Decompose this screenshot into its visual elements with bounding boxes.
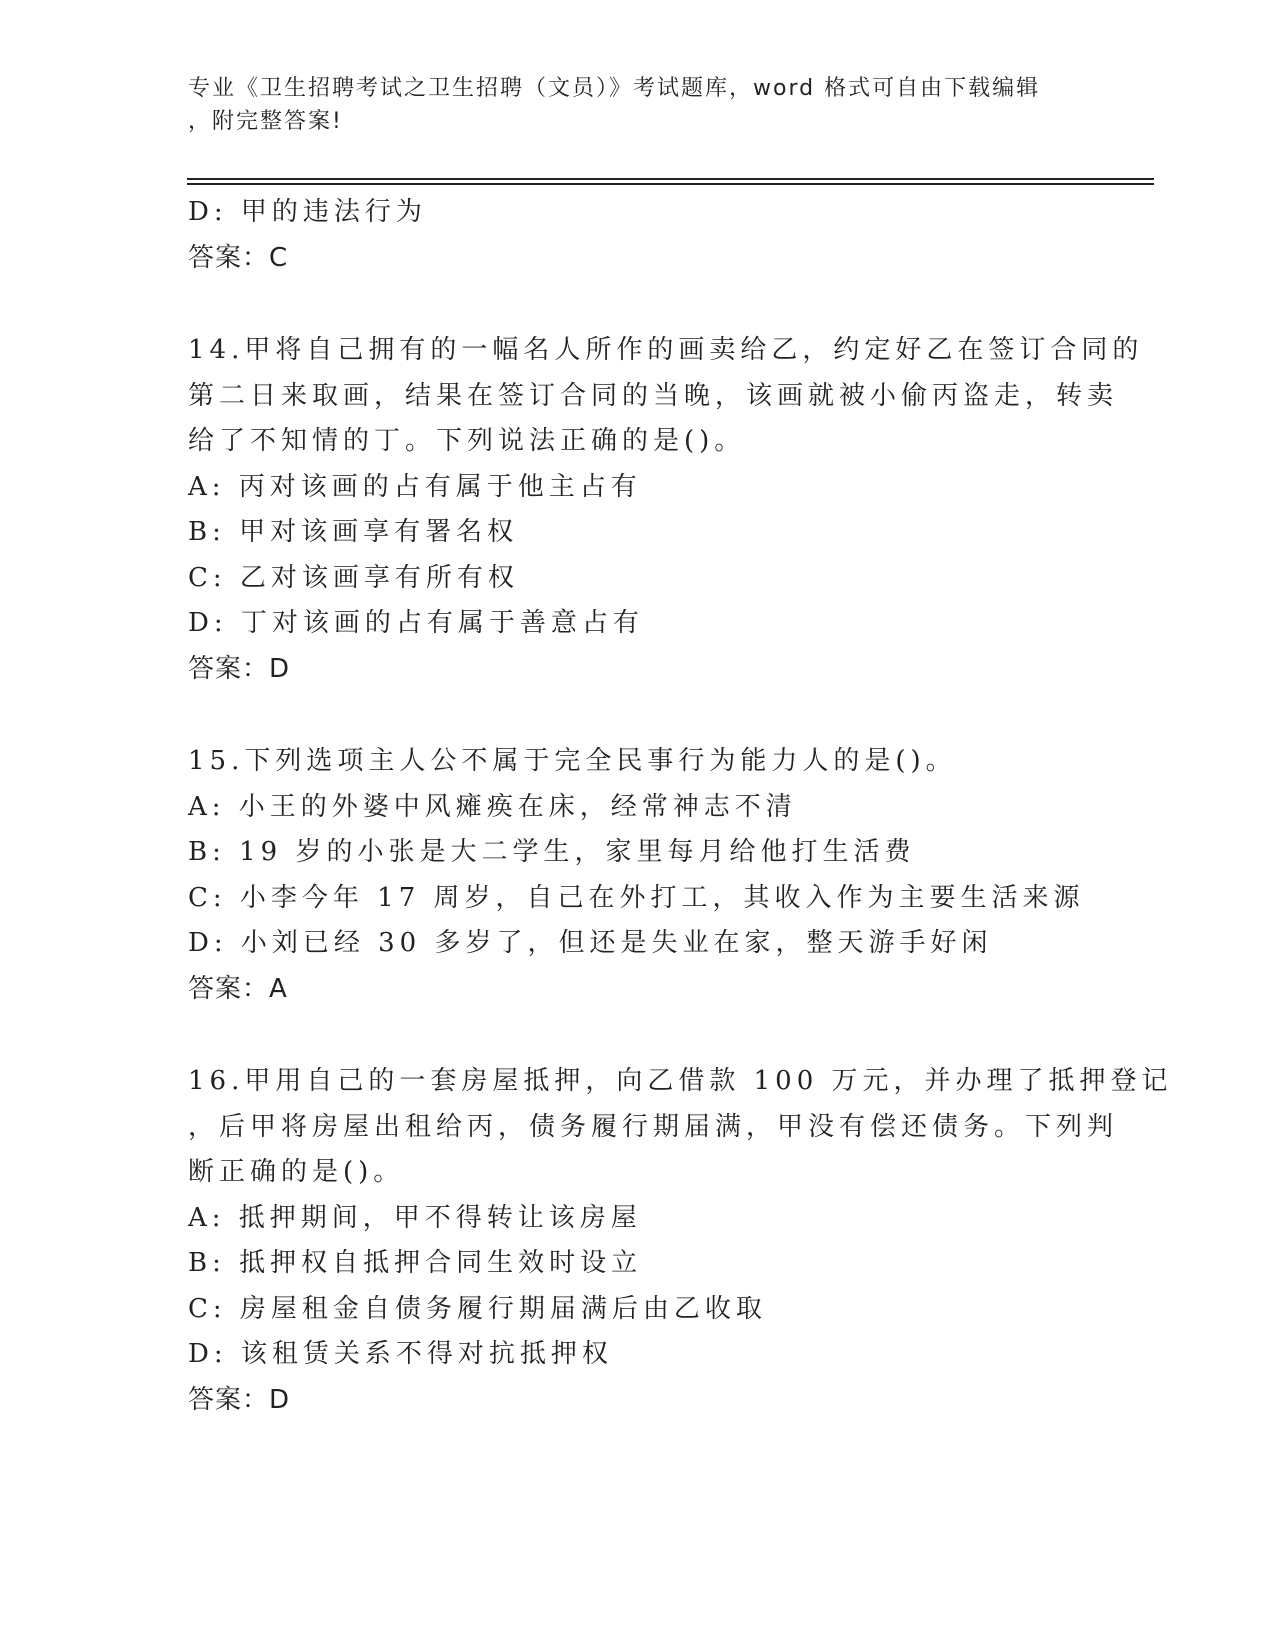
option-c: C: 房屋租金自债务履行期届满后由乙收取 [188,1293,767,1324]
answer-line: 答案：D [188,1384,291,1415]
option-a: A: 抵押期间，甲不得转让该房屋 [188,1202,642,1233]
option-d: D: 该租赁关系不得对抗抵押权 [188,1339,613,1369]
question-stem-line: ，后甲将房屋出租给丙，债务履行期届满，甲没有偿还债务。下列判 [188,1111,1119,1142]
header-line-2: ，附完整答案! [188,109,343,134]
header-rule-bottom [187,183,1154,185]
option-c: C: 乙对该画享有所有权 [188,562,519,593]
option-d: D: 丁对该画的占有属于善意占有 [188,608,644,638]
option-d: D: 小刘已经 30 多岁了，但还是失业在家，整天游手好闲 [188,928,993,958]
question-stem-line: 第二日来取画，结果在签订合同的当晚，该画就被小偷丙盗走，转卖 [188,380,1119,411]
question-16 [188,1059,1173,1423]
question-stem-line: 给了不知情的丁。下列说法正确的是()。 [188,426,746,456]
previous-question-tail [188,190,1088,281]
document-header [188,72,1068,138]
header-line-1: 专业《卫生招聘考试之卫生招聘（文员）》考试题库，word 格式可自由下载编辑 [188,76,1041,101]
question-stem-line: 15.下列选项主人公不属于完全民事行为能力人的是()。 [188,746,957,776]
answer-line: 答案：C [188,242,289,273]
document-body [188,190,1173,1423]
option-a: A: 小王的外婆中风瘫痪在床，经常神志不清 [188,791,797,822]
question-stem-line: 断正确的是()。 [188,1157,405,1187]
answer-line: 答案：A [188,973,288,1004]
option-c: C: 小李今年 17 周岁，自己在外打工，其收入作为主要生活来源 [188,882,1085,913]
question-15 [188,739,1088,1012]
option-a: A: 丙对该画的占有属于他主占有 [188,471,642,502]
question-14 [188,328,1144,692]
option-d: D: 甲的违法行为 [188,197,427,227]
answer-line: 答案：D [188,653,291,684]
question-stem-line: 16.甲用自己的一套房屋抵押，向乙借款 100 万元，并办理了抵押登记 [188,1066,1173,1096]
header-rule-top [187,178,1154,180]
option-b: B: 抵押权自抵押合同生效时设立 [188,1248,643,1278]
option-b: B: 19 岁的小张是大二学生，家里每月给他打生活费 [188,837,916,867]
option-b: B: 甲对该画享有署名权 [188,517,519,547]
question-stem-line: 14.甲将自己拥有的一幅名人所作的画卖给乙，约定好乙在签订合同的 [188,335,1144,365]
